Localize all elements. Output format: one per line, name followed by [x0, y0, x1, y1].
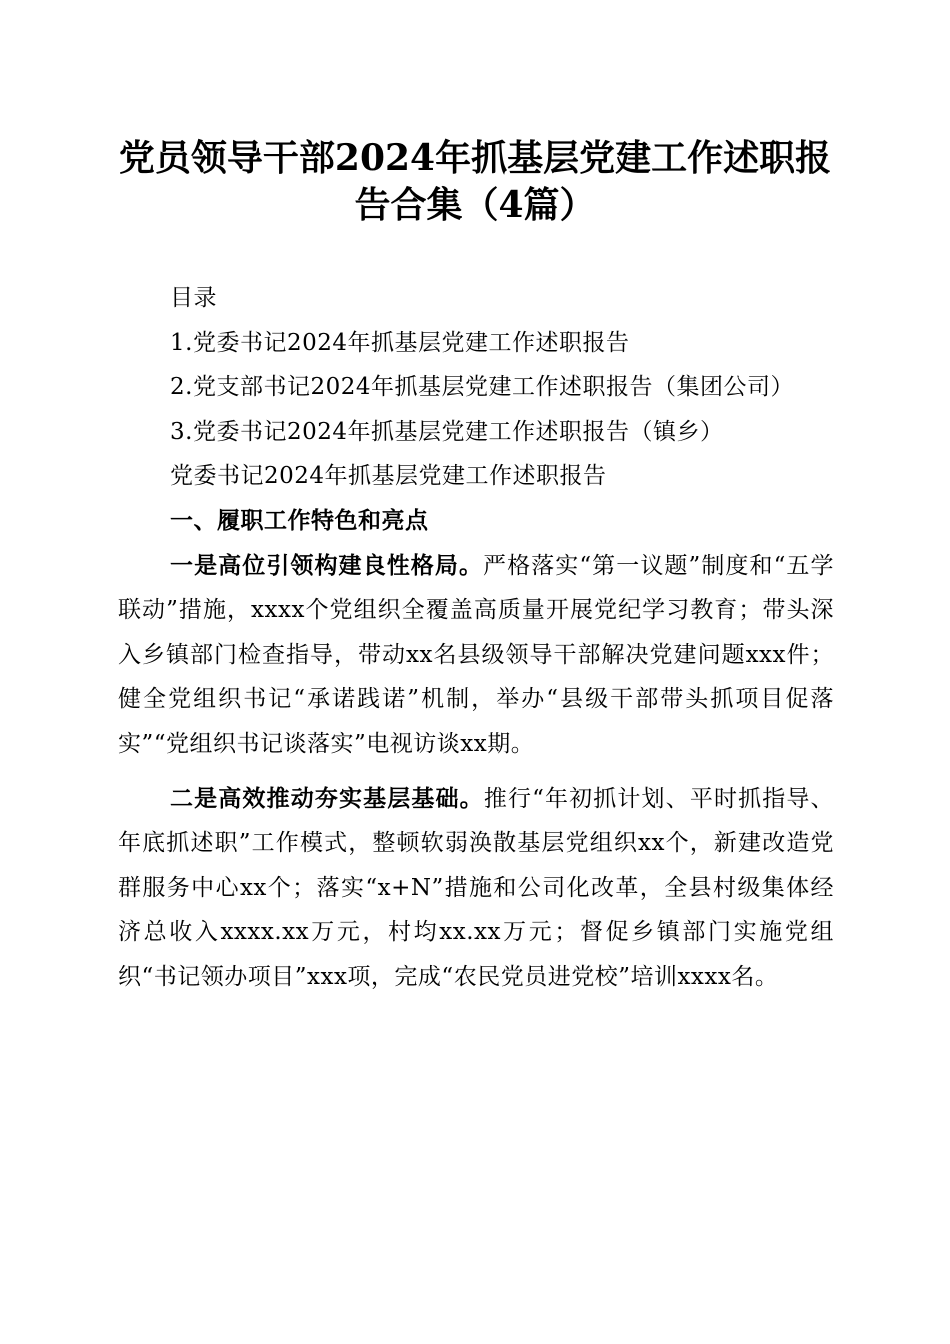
document-title-line-1: 党员领导干部2024年抓基层党建工作述职报 [118, 137, 832, 179]
toc-label: 目录 [170, 285, 217, 311]
toc-item-2: 2.党支部书记2024年抓基层党建工作述职报告（集团公司） [170, 374, 794, 401]
paragraph-2 [118, 777, 834, 1000]
toc-item-3: 3.党委书记2024年抓基层党建工作述职报告（镇乡） [170, 418, 724, 445]
document-body [118, 276, 834, 1000]
paragraph-2-lead: 二是高效推动夯实基层基础。 [170, 784, 484, 812]
paragraph-1-lead: 一是高位引领构建良性格局。 [170, 551, 484, 579]
document-title-line-2: 告合集（4篇） [354, 184, 596, 226]
section-title: 党委书记2024年抓基层党建工作述职报告 [170, 463, 607, 490]
heading-1: 一、履职工作特色和亮点 [170, 507, 429, 534]
paragraph-2-body: 推行“年初抓计划、平时抓指导、年底抓述职”工作模式，整顿软弱涣散基层党组织xx个，新建改造党群服务中心xx个；落实“x+N”措施和公司化改革，全县村级集体经济总收入xxxx.xx万元，村均xx.xx万元；督促乡镇部门实施党组织“书记领办项目”xxx项，完成“农民党员进党校”培训xxxx名。 [118, 785, 835, 990]
paragraph-1-body: 严格落实“第一议题”制度和“五学联动”措施，xxxx个党组织全覆盖高质量开展党纪学习教育；带头深入乡镇部门检查指导，带动xx名县级领导干部解决党建问题xxx件；健全党组织书记“承诺践诺”机制，举办“县级干部带头抓项目促落实”“党组织书记谈落实”电视访谈xx期。 [118, 552, 834, 757]
paragraph-1 [118, 544, 834, 767]
toc-item-1: 1.党委书记2024年抓基层党建工作述职报告 [170, 329, 630, 356]
